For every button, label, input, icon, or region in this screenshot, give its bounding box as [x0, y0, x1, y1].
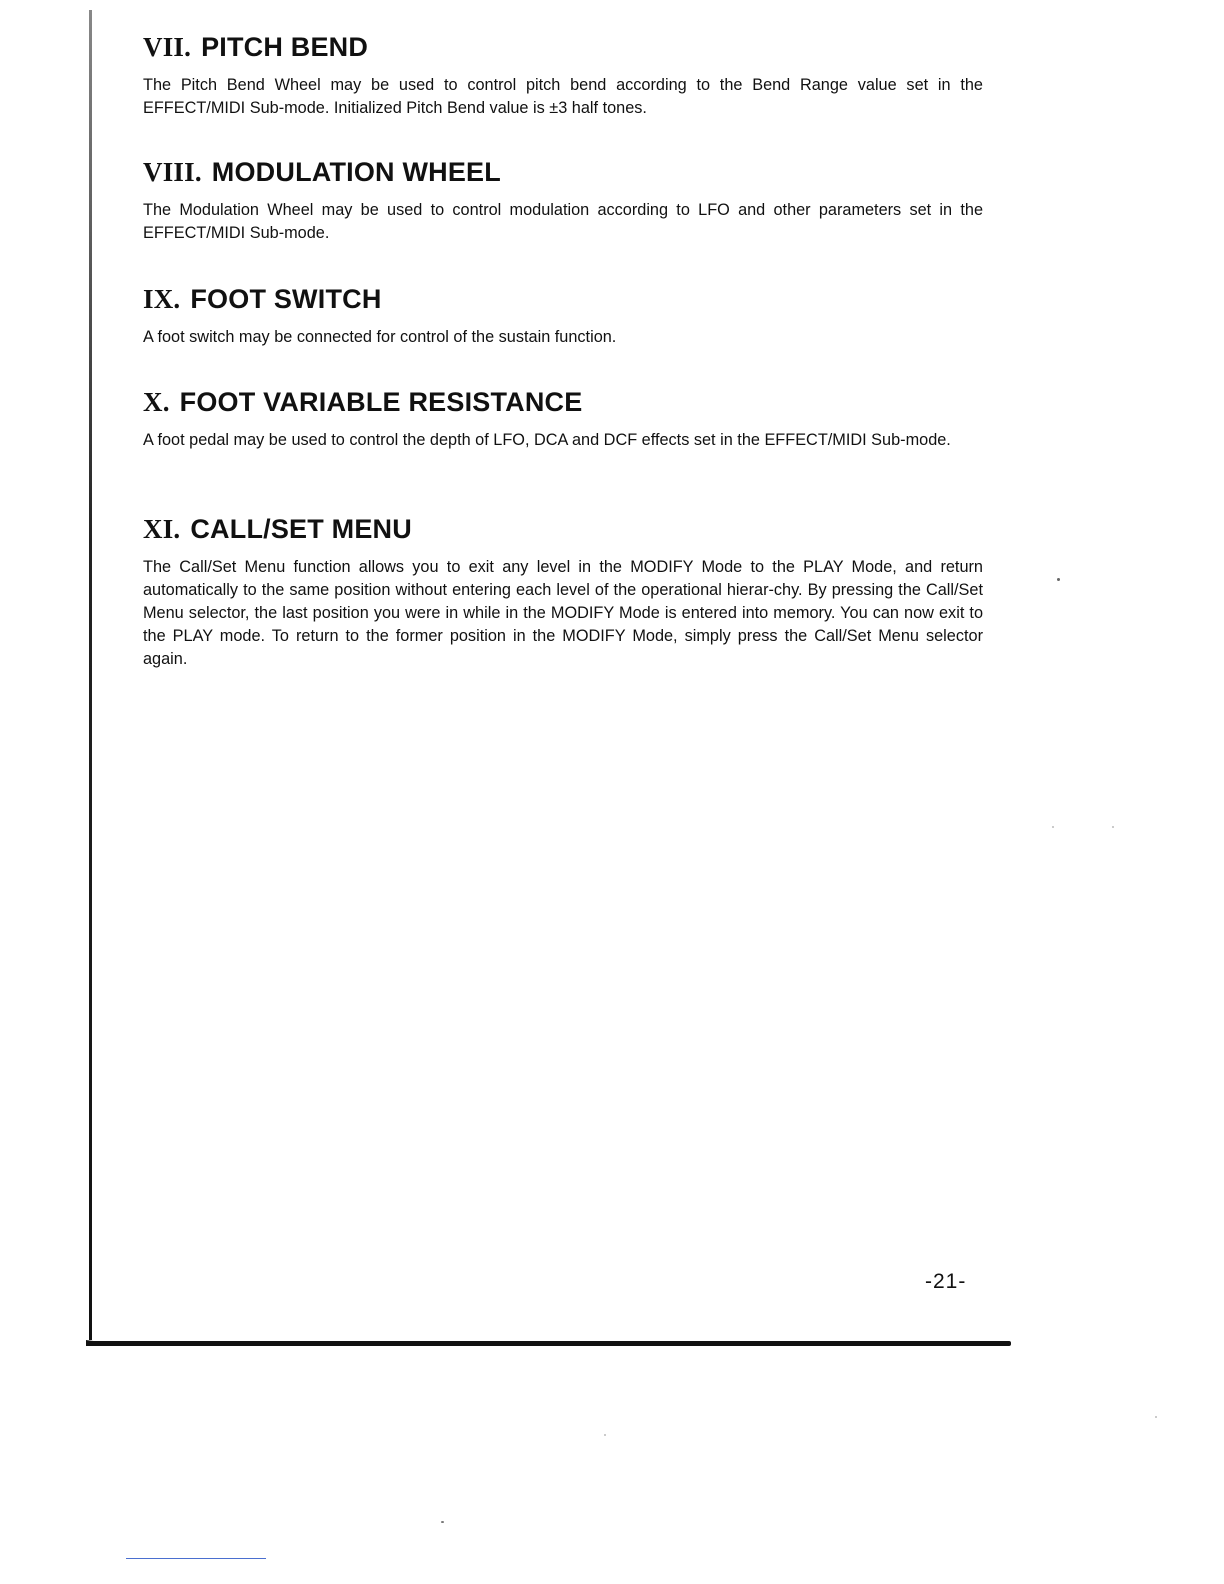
scan-speck	[441, 1521, 444, 1523]
section-heading	[143, 385, 951, 419]
section-numeral: X.	[143, 387, 170, 417]
scan-speck	[1112, 826, 1114, 828]
section-title: PITCH BEND	[201, 32, 369, 62]
scan-speck	[604, 1434, 606, 1436]
section-title: CALL/SET MENU	[190, 514, 412, 544]
section-title: FOOT VARIABLE RESISTANCE	[179, 387, 583, 417]
section-modulation-wheel	[143, 155, 983, 245]
binding-edge-line	[89, 10, 92, 1340]
scan-speck	[1057, 578, 1060, 581]
section-body: A foot switch may be connected for control of the sustain function.	[143, 328, 617, 346]
section-heading	[143, 512, 983, 546]
section-heading	[143, 30, 983, 64]
section-body: A foot pedal may be used to control the depth of LFO, DCA and DCF effects set in the EFFECT/MIDI Sub-mode.	[143, 431, 951, 449]
section-foot-switch	[143, 282, 616, 349]
bottom-rule-line	[86, 1341, 1011, 1346]
scan-edge-line	[126, 1558, 266, 1559]
section-body: The Modulation Wheel may be used to control modulation according to LFO and other parameters set in the EFFECT/MIDI Sub-mode.	[143, 201, 983, 242]
page-number: -21-	[925, 1270, 967, 1293]
section-body: The Pitch Bend Wheel may be used to control pitch bend according to the Bend Range value set in the EFFECT/MIDI Sub-mode. Initialized Pitch Bend value is ±3 half tones.	[143, 76, 983, 117]
section-heading	[143, 282, 616, 316]
section-title: MODULATION WHEEL	[211, 157, 501, 187]
section-numeral: VIII.	[143, 157, 202, 187]
section-numeral: XI.	[143, 514, 181, 544]
scan-speck	[1155, 1416, 1157, 1418]
section-numeral: IX.	[143, 284, 181, 314]
scan-speck	[1052, 826, 1054, 828]
section-foot-variable-resistance	[143, 385, 951, 452]
section-title: FOOT SWITCH	[190, 284, 382, 314]
section-numeral: VII.	[143, 32, 192, 62]
section-call-set-menu	[143, 512, 983, 671]
section-body: The Call/Set Menu function allows you to exit any level in the MODIFY Mode to the PLAY Mode, and return automatically to the same position without entering each level of the operational hierar-chy. By pressing the Call/Set Menu selector, the last position you were in while in the MODIFY Mode is entered into memory. You can now exit to the PLAY mode. To return to the former position in the MODIFY Mode, simply press the Call/Set Menu selector again.	[143, 558, 983, 668]
section-pitch-bend	[143, 30, 983, 120]
section-heading	[143, 155, 983, 189]
